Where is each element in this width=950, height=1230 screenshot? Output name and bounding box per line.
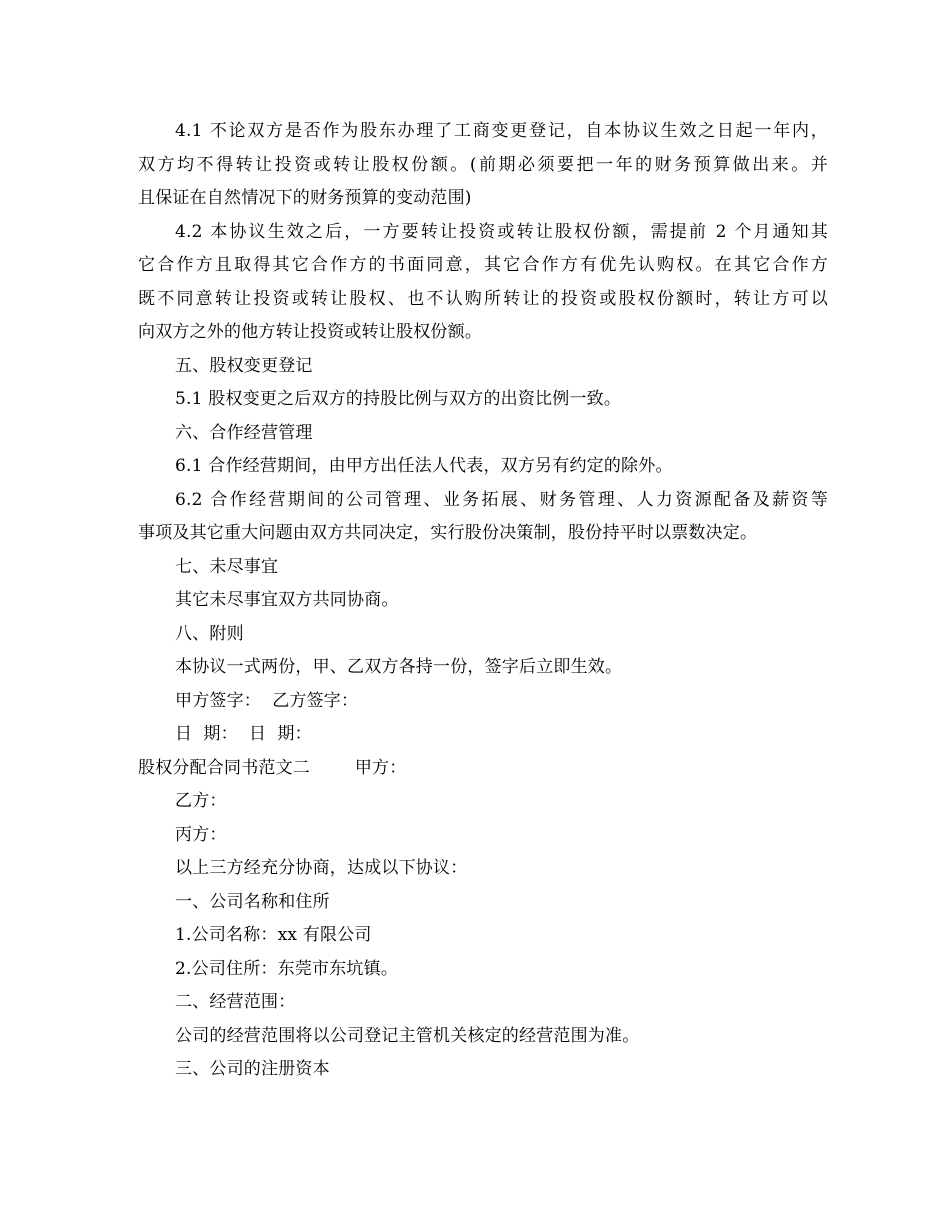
clause-6-1: 6.1 合作经营期间，由甲方出任法人代表，双方另有约定的除外。 [175, 456, 673, 476]
section-heading-5: 五、股权变更登记 [175, 355, 313, 376]
document-body [138, 115, 828, 1087]
clause-4-2-line-2: 它合作方且取得其它合作方的书面同意，其它合作方有优先认购权。在其它合作方 [138, 255, 828, 275]
clause-4-1-line-1: 4.1 不论双方是否作为股东办理了工商变更登记，自本协议生效之日起一年内， [175, 121, 828, 141]
party-b-line: 乙方： [175, 791, 227, 811]
section-heading-7: 七、未尽事宜 [175, 556, 279, 577]
company-name-line: 1.公司名称：xx 有限公司 [175, 925, 372, 945]
section-heading-3: 三、公司的注册资本 [175, 1059, 330, 1079]
section-heading-8: 八、附则 [175, 623, 244, 644]
clause-4-1-line-3: 且保证在自然情况下的财务预算的变动范围) [138, 188, 472, 208]
section-heading-6: 六、合作经营管理 [175, 422, 313, 443]
clause-6-2-line-2: 事项及其它重大问题由双方共同决定，实行股份决策制，股份持平时以票数决定。 [138, 523, 758, 543]
clause-4-1-line-2: 双方均不得转让投资或转让股权份额。(前期必须要把一年的财务预算做出来。并 [138, 154, 828, 175]
clause-7-text: 其它未尽事宜双方共同协商。 [175, 590, 399, 610]
section-heading-1: 一、公司名称和住所 [175, 891, 330, 912]
clause-4-2-line-1: 4.2 本协议生效之后，一方要转让投资或转让股权份额，需提前 2 个月通知其 [175, 221, 828, 242]
clause-4-2-line-3: 既不同意转让投资或转让股权、也不认购所转让的投资或股权份额时，转让方可以 [138, 288, 828, 309]
signature-line: 甲方签字： 乙方签字： [175, 690, 359, 711]
agreement-intro: 以上三方经充分协商，达成以下协议： [175, 858, 468, 878]
company-address-line: 2.公司住所：东莞市东坑镇。 [175, 958, 399, 979]
section-heading-2: 二、经营范围： [175, 992, 296, 1012]
clause-5-1: 5.1 股权变更之后双方的持股比例与双方的出资比例一致。 [175, 389, 622, 409]
clause-6-2-line-1: 6.2 合作经营期间的公司管理、业务拓展、财务管理、人力资源配备及薪资等 [175, 489, 828, 510]
business-scope-text: 公司的经营范围将以公司登记主管机关核定的经营范围为准。 [175, 1025, 640, 1046]
template-two-title: 股权分配合同书范文二 甲方： [138, 757, 407, 778]
clause-8-text: 本协议一式两份，甲、乙双方各持一份，签字后立即生效。 [175, 657, 623, 677]
date-line: 日 期： 日 期： [175, 724, 312, 744]
party-c-line: 丙方： [175, 824, 227, 845]
clause-4-2-line-4: 向双方之外的他方转让投资或转让股权份额。 [138, 322, 482, 342]
